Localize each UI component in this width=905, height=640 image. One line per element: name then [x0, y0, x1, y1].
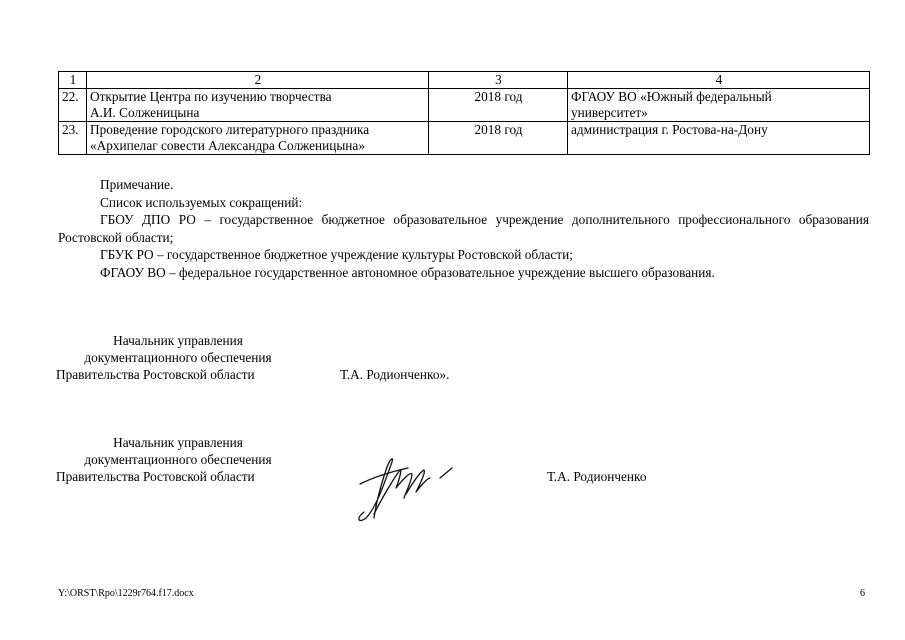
table-row	[59, 122, 870, 155]
organizer-line: администрация г. Ростова-на-Дону	[571, 122, 768, 137]
event-date: 2018 год	[429, 89, 568, 122]
organizer-line: университет»	[571, 105, 648, 120]
signatory-title-1	[58, 332, 298, 383]
event-name-cell	[87, 89, 429, 122]
signatory-title-2	[58, 434, 298, 485]
organizer-line: ФГАОУ ВО «Южный федеральный	[571, 89, 772, 104]
table-header-cell: 3	[429, 72, 568, 89]
row-number: 23.	[59, 122, 87, 155]
signatory-line: документационного обеспечения	[84, 452, 272, 467]
notes-title: Примечание.	[100, 177, 174, 192]
event-date: 2018 год	[429, 122, 568, 155]
notes-subtitle: Список используемых сокращений:	[100, 194, 303, 210]
event-name-line: Проведение городского литературного праздника	[90, 122, 370, 137]
organizer-cell	[568, 122, 870, 155]
event-name-line: А.И. Солженицына	[90, 105, 200, 120]
table-header-row	[59, 72, 870, 89]
signatory-line: Начальник управления	[113, 333, 243, 348]
signatory-name-1: Т.А. Родионченко».	[340, 367, 450, 382]
table-row	[59, 89, 870, 122]
table-header-cell: 1	[59, 72, 87, 89]
signatory-line: документационного обеспечения	[84, 350, 272, 365]
abbreviation-item: ГБУК РО – государственное бюджетное учреждение культуры Ростовской области;	[100, 247, 573, 262]
footer-file-path: Y:\ORST\Rpo\1229r764.f17.docx	[58, 588, 194, 599]
table-header-cell: 4	[568, 72, 870, 89]
page-number: 6	[860, 588, 865, 599]
abbreviation-item: ФГАОУ ВО – федеральное государственное автономное образовательное учреждение высшего образования.	[100, 264, 715, 280]
signatory-line: Начальник управления	[113, 435, 243, 450]
table-header-cell: 2	[87, 72, 429, 89]
row-number: 22.	[59, 89, 87, 122]
organizer-cell	[568, 89, 870, 122]
abbreviation-item: ГБОУ ДПО РО – государственное бюджетное образовательное учреждение дополнительного профессионального образования Ростовской области;	[58, 212, 869, 245]
event-name-line: Открытие Центра по изучению творчества	[90, 89, 332, 104]
notes-section	[58, 176, 869, 281]
events-table	[58, 71, 870, 155]
signatory-line: Правительства Ростовской области	[56, 469, 255, 484]
signatory-line: Правительства Ростовской области	[56, 367, 255, 382]
signatory-name-2: Т.А. Родионченко	[547, 469, 647, 484]
handwritten-signature	[350, 448, 470, 528]
event-name-cell	[87, 122, 429, 155]
event-name-line: «Архипелаг совести Александра Солженицына»	[90, 138, 365, 153]
